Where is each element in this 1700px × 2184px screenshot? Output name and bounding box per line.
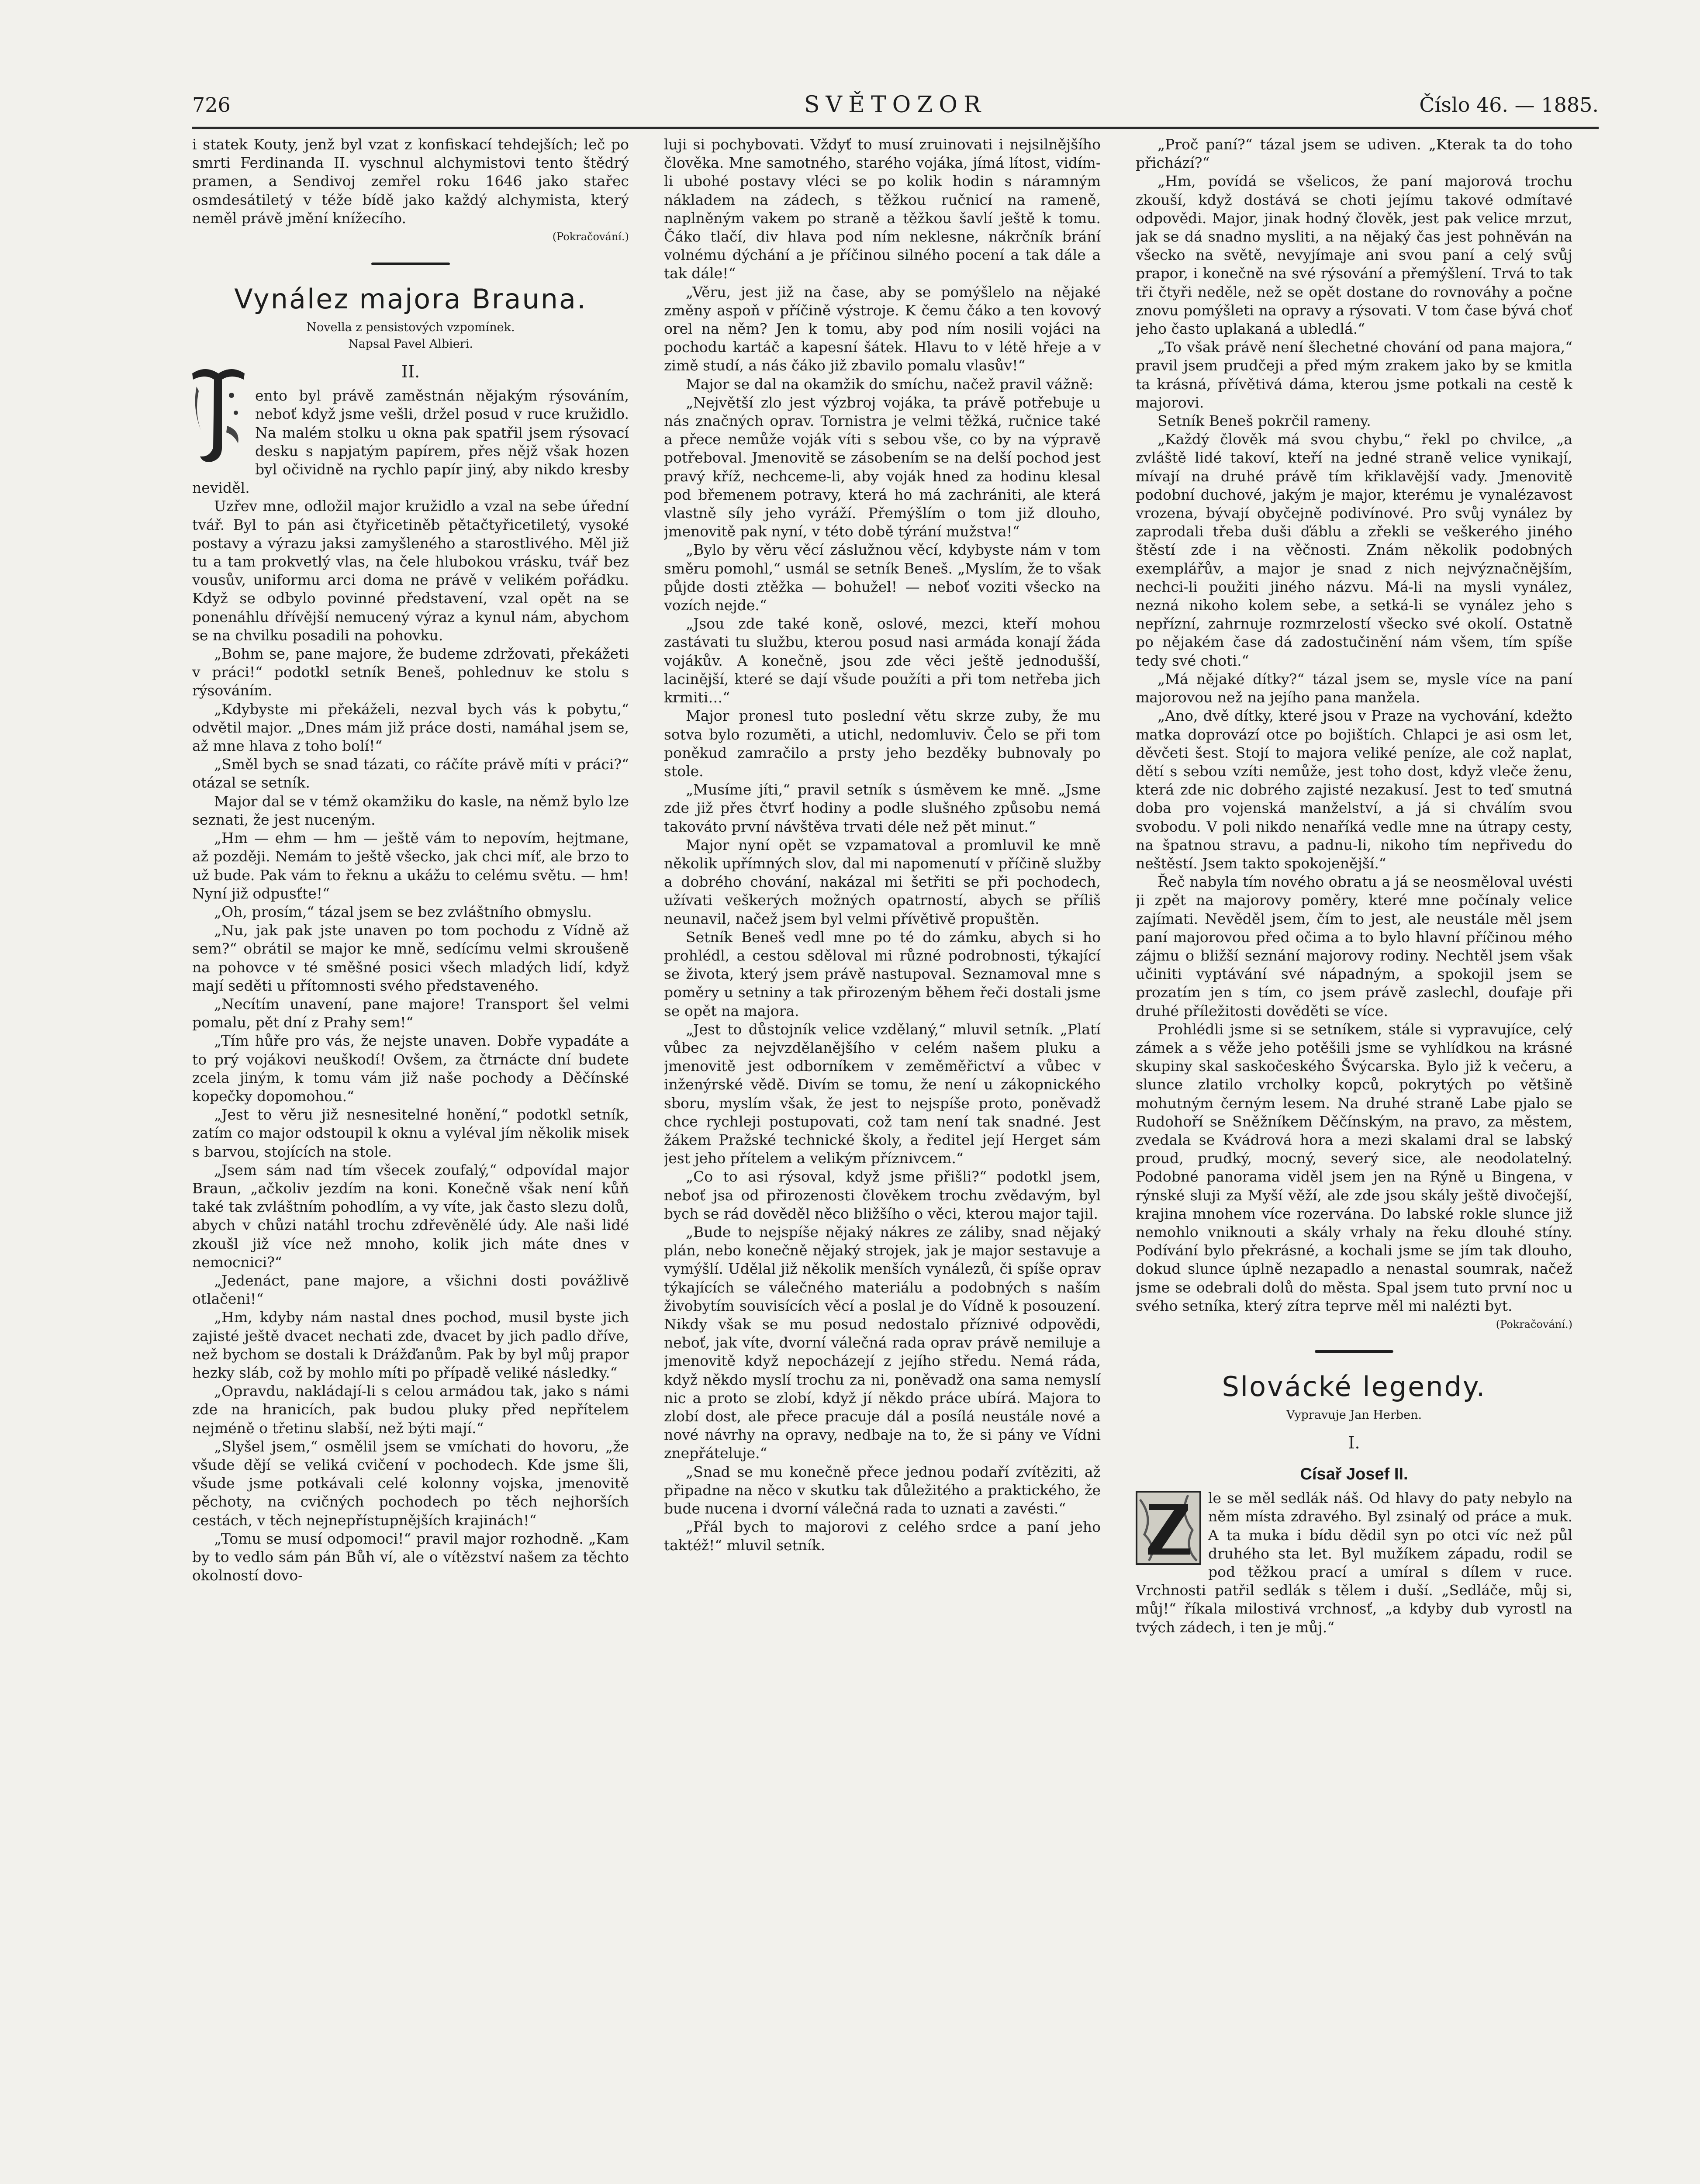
- story-paragraph: „Necítím unavení, pane majore! Transport šel velmi pomalu, pět dní z Prahy sem!“: [192, 995, 629, 1031]
- story-paragraph: „Slyšel jsem,“ osmělil jsem se vmíchati do hovoru, „že všude dějí se veliká cvičení v pochodech. Kde jsme šli, všude jsme potkávali celé kolonny vojska, jmenovitě pěchoty, na cvičných pochodech po těch nejhorších cestách, v těch nejnepřístupnějších krajinách!“: [192, 1438, 629, 1529]
- intro-paragraph: i statek Kouty, jenž byl vzat z konfiskací tehdejších; leč po smrti Ferdinanda II. vyschnul alchymistovi tento štědrý pramen, a Sendivoj zemřel roku 1646 jako stařec osmdesátiletý v téže bídě jako každý alchymista, který neměl právě jmění knížecího.: [192, 136, 629, 227]
- story-paragraph: „Proč paní?“ tázal jsem se udiven. „Kterak ta do toho přichází?“: [1136, 136, 1572, 172]
- ornamental-dropcap-z: [1136, 1491, 1201, 1565]
- continued-note: (Pokračování.): [1496, 1318, 1572, 1330]
- continued-note: (Pokračování.): [552, 231, 629, 243]
- story-paragraph: „Každý člověk má svou chybu,“ řekl po chvilce, „a zvláště lidé takoví, kteří na jedné straně velice vynikají, mívají na druhé právě tím křiklavější vady. Jmenovitě podobní duchové, jakým je major, kterému je vynalézavost vrozena, bývají obyčejně podivínové. Pro svůj vynález by zaprodali třeba duši ďáblu a zřekli se veškerého jiného štěstí zde i na věčnosti. Znám několik podobných exemplářův, a major je snad z nich nejvýznačnějším, nechci-li použiti jiného názvu. Má-li na mysli vynález, nezná nikoho kolem sebe, a setká-li se vynález jeho s nepřízní, zahrnuje rozmrzelostí všecko své okolí. Ostatně po nějakém čase dá zadostučinění nám všem, tím spíše tedy své choti.“: [1136, 431, 1572, 669]
- story-paragraph: „Jest to důstojník velice vzdělaný,“ mluvil setník. „Platí vůbec za nejvzdělanějšího v celém našem pluku a jmenovitě jest odborníkem v zeměměřictví a vůbec v inženýrské vědě. Divím se tomu, že není u zákopnického sboru, myslím však, že jest to nejspíše proto, poněvadž chce rychleji postupovati, což tam není tak snadné. Jest žákem Pražské technické školy, a ředitel její Herget sám jest jeho přítelem a velikým příznivcem.“: [664, 1020, 1101, 1167]
- story-paragraph: „Musíme jíti,“ pravil setník s úsměvem ke mně. „Jsme zde již přes čtvrť hodiny a podle slušného způsobu nemá takováto první návštěva trvati déle než pět minut.“: [664, 781, 1101, 835]
- story-paragraph: luji si pochybovati. Vždyť to musí zruinovati i nejsilnějšího člověka. Mne samotného, starého vojáka, jímá lítost, vidím-li ubohé postavy vléci se po kolik hodin s náramným nákladem na zádech, s těžkou ručnicí na rameně, naplněným vakem po straně a těžkou šavlí ještě k tomu. Čáko tlačí, div hlava pod ním neklesne, nákrčník brání volnému dýchání a je příčinou silného pocení a tak dále a tak dále!“: [664, 136, 1101, 282]
- story-paragraph: „Největší zlo jest výzbroj vojáka, ta právě potřebuje u nás značných oprav. Tornistra je velmi těžká, ručnice také a přece nemůže voják víti s sebou vše, co by na výpravě potřeboval. Jmenovitě se zásobením se na delší pochod jest pravý kříž, nechceme-li, aby voják hned za hodinu klesal pod břemenem potravy, která ho má zachrániti, ale která vlastně síly jeho vyráží. Přemýšlím o tom již dlouho, jmenovitě pak nyní, v této době týrání mužstva!“: [664, 394, 1101, 540]
- journal-title: SVĚTOZOR: [804, 92, 987, 118]
- story-subtitle: Novella z pensistových vzpomínek.: [306, 321, 515, 335]
- story-paragraph: „Směl bych se snad tázati, co ráčíte právě míti v práci?“ otázal se setník.: [192, 756, 629, 791]
- legend-subtitle: Císař Josef II.: [1300, 1465, 1408, 1484]
- legend-title: Slovácké legendy.: [1222, 1371, 1486, 1403]
- page-number: 726: [192, 93, 231, 117]
- legend-author: Vypravuje Jan Herben.: [1286, 1408, 1422, 1422]
- story-paragraph: Řeč nabyla tím nového obratu a já se neosměloval uvésti ji zpět na majorovy poměry, které mne počínaly velice zajímati. Nevěděl jsem, čím to jest, ale neustále měl jsem paní majorovou před očima a to bylo hlavní příčinou mého zájmu o bližší seznání majorovy rodiny. Nechtěl jsem však učiniti vyptávání své nápadným, a spokojil jsem se prozatím jen s tím, co jsem právě zaslechl, doufaje při druhé příležitosti dověděti se více.: [1136, 873, 1572, 1019]
- section-divider: [1315, 1350, 1393, 1353]
- story-paragraph: Uzřev mne, odložil major kružidlo a vzal na sebe úřední tvář. Byl to pán asi čtyřicetiněb pětačtyřicetiletý, vysoké postavy a výrazu jaksi zamyšleného a starostlivého. Měl již tu a tam prokvetlý vlas, na čele hlubokou vrásku, tvář bez vousův, uniformu arci doma ne právě v velikém pořádku. Když se odbylo povinné představení, vzal opět na se ponenáhlu dřívější nemucený výraz a kynul nám, abychom se na chvilku posadili na pohovku.: [192, 498, 629, 644]
- page-header: [192, 87, 1599, 122]
- dropcap-block: [192, 387, 629, 497]
- story-paragraph: „Jsou zde také koně, oslové, mezci, kteří mohou zastávati tu službu, kterou posud nasi armáda konají žáda vojákův. A konečně, jsou zde věci ještě jednodušší, lacinější, které se dají všude použíti a při tom netřeba jich krmiti…“: [664, 615, 1101, 706]
- story-paragraph: Prohlédli jsme si se setníkem, stále si vypravujíce, celý zámek a s věže jeho potěšili jsme se vyhlídkou na krásné skupiny skal saskočeského Švýcarska. Bylo již k večeru, a slunce zlatilo vrcholky kopců, pokrytých po většině mohutným černým lesem. Na druhé straně Labe pjalo se Rudohoří se Sněžníkem Děčínským, na pravo, za městem, zvedala se Kvádrová hora a mezi skalami dral se labský proud, prudký, mocný, severý sice, ale neodolatelný. Podobné panorama viděl jsem jen na Rýně u Bingena, v rýnské sluji za Myší věží, ale zde jsou skály ještě divočejší, krajina mnohem více rozervána. Do labské rokle slunce již nemohlo vniknouti a skály vrhaly na řeku dlouhé stíny. Podívání bylo překrásné, a kochali jsme se jím tak dlouho, dokud slunce úplně nezapadlo a nenastal soumrak, načež jsme se odebrali dolů do města. Spal jsem tuto první noc u svého setníka, který zítra teprve měl mi nalézti byt.: [1136, 1020, 1572, 1314]
- story-paragraph: „Tomu se musí odpomoci!“ pravil major rozhodně. „Kam by to vedlo sám pán Bůh ví, ale o vítězství našem za těchto okolností dovo-: [192, 1530, 629, 1584]
- story-paragraph: Major se dal na okamžik do smíchu, načež pravil vážně:: [686, 375, 1093, 393]
- dropcap-block: [1136, 1489, 1572, 1637]
- story-paragraph: „Jest to věru již nesnesitelné honění,“ podotkl setník, zatím co major odstoupil k oknu a vyléval jím několik misek s barvou, stojících na stole.: [192, 1106, 629, 1160]
- story-paragraph: „Snad se mu konečně přece jednou podaří zvítěziti, až připadne na něco v skutku tak důležitého a praktického, že bude nucena i dvorní válečná rada to uznati a zavésti.“: [664, 1463, 1101, 1517]
- column-3: [1136, 135, 1572, 2153]
- story-paragraph: „Hm — ehm — hm — ještě vám to nepovím, hejtmane, až později. Nemám to ještě všecko, jak chci míť, ale brzo to už bude. Pak vám to řeknu a ukážu to celému světu. — hm! Nyní již odpusťte!“: [192, 829, 629, 902]
- story-paragraph: „Nu, jak pak jste unaven po tom pochodu z Vídně až sem?“ obrátil se major ke mně, sedícímu velmi skroušeně na pohovce v té směšné posici všech mladých lidí, když mají seděti u přítomnosti svého představeného.: [192, 922, 629, 994]
- story-author: Napsal Pavel Albieri.: [348, 337, 473, 351]
- story-paragraph: „Hm, kdyby nám nastal dnes pochod, musil byste jich zajisté ještě dvacet nechati zde, dvacet by jich padlo dříve, než bychom se dostali k Drážďanům. Pak by byl můj prapor hezky sláb, což by mohlo míti po případě veliké následky.“: [192, 1309, 629, 1381]
- section-divider: [371, 263, 450, 265]
- story-paragraph: Major pronesl tuto poslední větu skrze zuby, že mu sotva bylo rozuměti, a utichl, nedomluviv. Čelo se při tom poněkud zamračilo a prsty jeho bezděky bubnovaly po stole.: [664, 707, 1101, 780]
- story-paragraph: „Oh, prosím,“ tázal jsem se bez zvláštního obmyslu.: [214, 903, 592, 920]
- story-paragraph: Setník Beneš vedl mne po té do zámku, abych si ho prohlédl, a cestou sděloval mi různé podrobnosti, týkající se života, který jsem právě nastupoval. Seznamoval mne s poměry u setniny a tak přirozeným během řeči dostali jsme se opět na majora.: [664, 928, 1101, 1019]
- story-paragraph: ento byl právě zaměstnán nějakým rýsováním, neboť když jsme vešli, držel posud v ruce kružidlo. Na malém stolku u okna pak spatřil jsem rýsovací desku s napjatým papírem, přes nějž však hozen byl očividně na rychlo papír jiný, aby nikdo kresby neviděl.: [192, 387, 629, 497]
- story-paragraph: „To však právě není šlechetné chování od pana majora,“ pravil jsem prudčeji a před mým zrakem jako by se kmitla ta krásná, přívětivá dáma, kterou jsme potkali na cestě k majorovi.: [1136, 339, 1572, 411]
- story-title: Vynález majora Brauna.: [234, 283, 587, 315]
- story-paragraph: „Ano, dvě dítky, které jsou v Praze na vychování, kdežto matka doprovází otce po bojištích. Chlapci je asi osm let, děvčeti šest. Stojí to majora veliké peníze, ale což naplat, dětí s sebou vzíti nemůže, jest toho dost, když vleče ženu, která zde nic dobrého zajisté nezakusí. Jest to teď smutná doba pro vojenská manželství, a já si chválím svou svobodu. V poli nikdo nenaříká vedle mne na útrapy cesty, na špatnou stravu, a padnu-li, nikoho tím nepřivedu do neštěstí. Jsem takto spokojenější.“: [1136, 707, 1572, 872]
- story-paragraph: Major nyní opět se vzpamatoval a promluvil ke mně několik upřímných slov, dal mi napomenutí v příčině služby a dobrého chování, nakázal mi šetřiti se při pochodech, užívati veškerých možných opatrností, abych se příliš neunavil, načež jsem byl velmi přívětivě propuštěn.: [664, 836, 1101, 927]
- story-paragraph: „Co to asi rýsoval, když jsme přišli?“ podotkl jsem, neboť jsa od přirozenosti člověkem trochu zvědavým, byl bych se rád dověděl něco bližšího o věci, kterou major tajil.: [664, 1168, 1101, 1222]
- story-paragraph: „Bude to nejspíše nějaký nákres ze záliby, snad nějaký plán, nebo konečně nějaký strojek, jak je major sestavuje a vymýšlí. Udělal již několik menších vynálezů, či spíše oprav týkajících se válečného materiálu a podobných s naším živobytím souvisících věcí a poslal je do Vídně k posouzení. Nikdy však se mu posud nedostalo příznivé odpovědi, neboť, jak víte, dvorní válečná rada oprav právě nemiluje a jmenovitě když nepocházejí z jejího středu. Nemá ráda, když někdo myslí trochu za ni, poněvadž ona sama nemyslí nic a proto se zlobí, když jí někdo práce ubírá. Majora to zlobí dost, ale přece pracuje dál a posílá neustále nové a nové návrhy na opravy, nedbaje na to, že si pány ve Vídni znepřáteluje.“: [664, 1223, 1101, 1462]
- legend-paragraph: le se měl sedlák náš. Od hlavy do paty nebylo na něm místa zdravého. Byl zsinalý od práce a muk. A ta muka i bídu dědil syn po otci víc než půl druhého sta let. Byl mužíkem západu, rodil se pod těžkou prací a umíral s dílem v ruce. Vrchnosti patřil sedlák s tělem i duší. „Sedláče, můj si, můj!“ říkala milostivá vrchnosť, „a kdyby dub vyrostl na tvých zádech, i ten je můj.“: [1136, 1489, 1572, 1636]
- story-paragraph: „Hm, povídá se všelicos, že paní majorová trochu zkouší, když dostává se choti jejímu takové odmítavé odpovědi. Major, jinak hodný člověk, jest pak velice mrzut, jak se dá snadno mysliti, a na nějaký čas jest pohněván na všecko na světě, nevyjímaje ani svou paní a celý svůj prapor, i konečně na své rýsování a přemýšlení. Trvá to tak tři čtyři neděle, než se opět dostane do rovnováhy a počne znovu pomýšleti na opravy a rýsovati. V tom čase bývá choť jeho často uplakaná a ubledlá.“: [1136, 173, 1572, 338]
- story-paragraph: „Opravdu, nakládají-li s celou armádou tak, jako s námi zde na hranicích, pak budou pluky před nepřítelem nejméně o třetinu slabší, než býti mají.“: [192, 1382, 629, 1437]
- header-rule: [192, 127, 1599, 129]
- ornamental-dropcap-t: [192, 360, 249, 465]
- story-paragraph: „Tím hůře pro vás, že nejste unaven. Dobře vypadáte a to prý vojákovi neuškodí! Ovšem, za čtrnácte dní budete zcela jiným, k tomu vám již naše pochody a Děčínské kopečky dopomohou.“: [192, 1032, 629, 1105]
- story-paragraph: „Bylo by věru věcí záslužnou věcí, kdybyste nám v tom směru pomohl,“ usmál se setník Beneš. „Myslím, že to však půjde dosti ztěžka — bohužel! — neboť voziti všecko na vozích nejde.“: [664, 541, 1101, 614]
- issue-label: Číslo 46. — 1885.: [1419, 93, 1599, 117]
- story-paragraph: „Přál bych to majorovi z celého srdce a paní jeho taktéž!“ mluvil setník.: [664, 1518, 1101, 1554]
- column-2: [664, 135, 1101, 2153]
- story-paragraph: Major dal se v témž okamžiku do kasle, na němž bylo lze seznati, že jest nuceným.: [192, 792, 629, 828]
- story-paragraph: „Jsem sám nad tím všecek zoufalý,“ odpovídal major Braun, „ačkoliv jezdím na koni. Konečně však není kůň také tak zvláštním pohodlím, a vy víte, jak často slezu dolů, abych v chůzi natáhl trochu zdřevěnělé údy. Ale naši lidé zkoušl již více než mnoho, kolik jich máte dnes v nemocnici?“: [192, 1161, 629, 1271]
- column-1: [192, 135, 629, 2153]
- story-paragraph: „Jedenáct, pane majore, a všichni dosti povážlivě otlačeni!“: [192, 1272, 629, 1308]
- story-paragraph: „Bohm se, pane majore, že budeme zdržovati, překážeti v práci!“ podotkl setník Beneš, pohlednuv ke stolu s rýsováním.: [192, 645, 629, 699]
- legend-chapter: I.: [1348, 1433, 1360, 1453]
- chapter-number: II.: [401, 362, 420, 382]
- story-paragraph: Setník Beneš pokrčil rameny.: [1158, 412, 1371, 430]
- story-paragraph: „Má nějaké dítky?“ tázal jsem se, mysle více na paní majorovou než na jejího pana manžela.: [1136, 670, 1572, 706]
- story-paragraph: „Věru, jest již na čase, aby se pomýšlelo na nějaké změny aspoň v příčině výstroje. K čemu čáko a ten kovový orel na něm? Jen k tomu, aby pod ním nosili vojáci na pochodu kartáč a kapesní šátek. Hlavu to v létě hřeje a v zimě studí, a nás čáko již zbavilo pomalu vlasův!“: [664, 283, 1101, 374]
- story-paragraph: „Kdybyste mi překáželi, nezval bych vás k pobytu,“ odvětil major. „Dnes mám již práce dosti, namáhal jsem se, až mne hlava z toho bolí!“: [192, 700, 629, 755]
